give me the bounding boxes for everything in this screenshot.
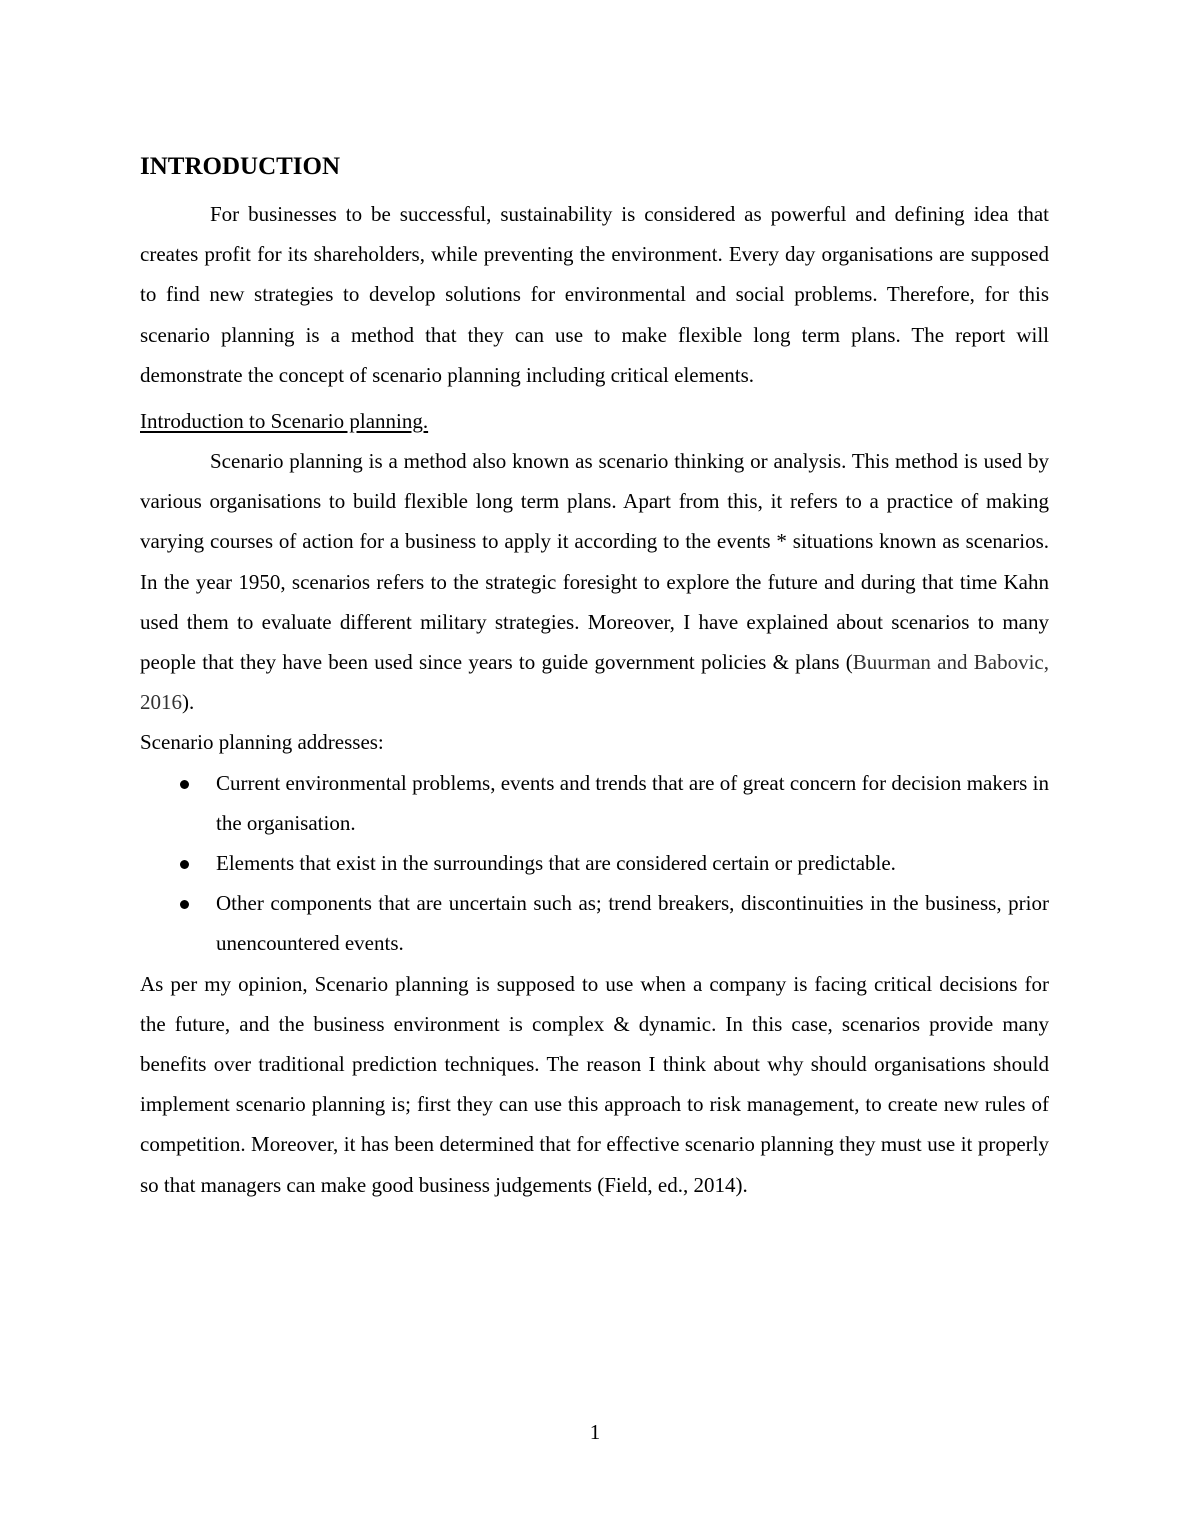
intro-paragraph: For businesses to be successful, sustainability is considered as powerful and defining idea that creates profit for its shareholders, while preventing the environment. Every day organisations are supposed to find new strategies to develop solutions for environmental and social problems. Therefore, for this scenario planning is a method that they can use to make flexible long term plans. The report will demonstrate the concept of scenario planning including critical elements. — [140, 202, 1049, 387]
opinion-paragraph: As per my opinion, Scenario planning is supposed to use when a company is facing critical decisions for the future, and the business environment is complex & dynamic. In this case, scenarios provide many benefits over traditional prediction techniques. The reason I think about why should organisations should implement scenario planning is; first they can use this approach to risk management, to create new rules of competition. Moreover, it has been determined that for effective scenario planning they must use it properly so that managers can make good business judgements (Field, ed., 2014). — [140, 971, 1049, 1197]
list-item — [140, 883, 1049, 963]
list-item-text: Elements that exist in the surroundings that are considered certain or predictable. — [216, 851, 896, 876]
scenario-paragraph-end: ). — [182, 690, 195, 715]
subheading: Introduction to Scenario planning. — [140, 409, 429, 434]
section-heading: INTRODUCTION — [140, 153, 341, 180]
page-number: 1 — [589, 1420, 601, 1444]
bullet-list — [140, 763, 1049, 964]
list-item — [140, 763, 1049, 843]
list-item — [140, 843, 1049, 883]
scenario-paragraph-text: Scenario planning is a method also known as scenario thinking or analysis. This method is used by various organisations to build flexible long term plans. Apart from this, it refers to a practice of making varying courses of action for a business to apply it according to the events * situations known as scenarios. In the year 1950, scenarios refers to the strategic foresight to explore the future and during that time Kahn used them to evaluate different military strategies. Moreover, I have explained about scenarios to many people that they have been used since years to guide government policies & plans ( — [140, 449, 1049, 675]
bullet-icon — [180, 860, 189, 869]
list-item-text: Current environmental problems, events and trends that are of great concern for decision makers in the organisation. — [216, 770, 1049, 835]
bullet-icon — [180, 780, 189, 789]
page-content — [140, 150, 1049, 1205]
scenario-paragraph — [140, 441, 1049, 722]
citation: Buurman and Babovic, 2016 — [140, 650, 1049, 715]
list-item-text: Other components that are uncertain such as; trend breakers, discontinuities in the business, prior unencountered events. — [216, 891, 1049, 956]
addresses-intro: Scenario planning addresses: — [140, 730, 384, 755]
bullet-icon — [180, 900, 189, 909]
